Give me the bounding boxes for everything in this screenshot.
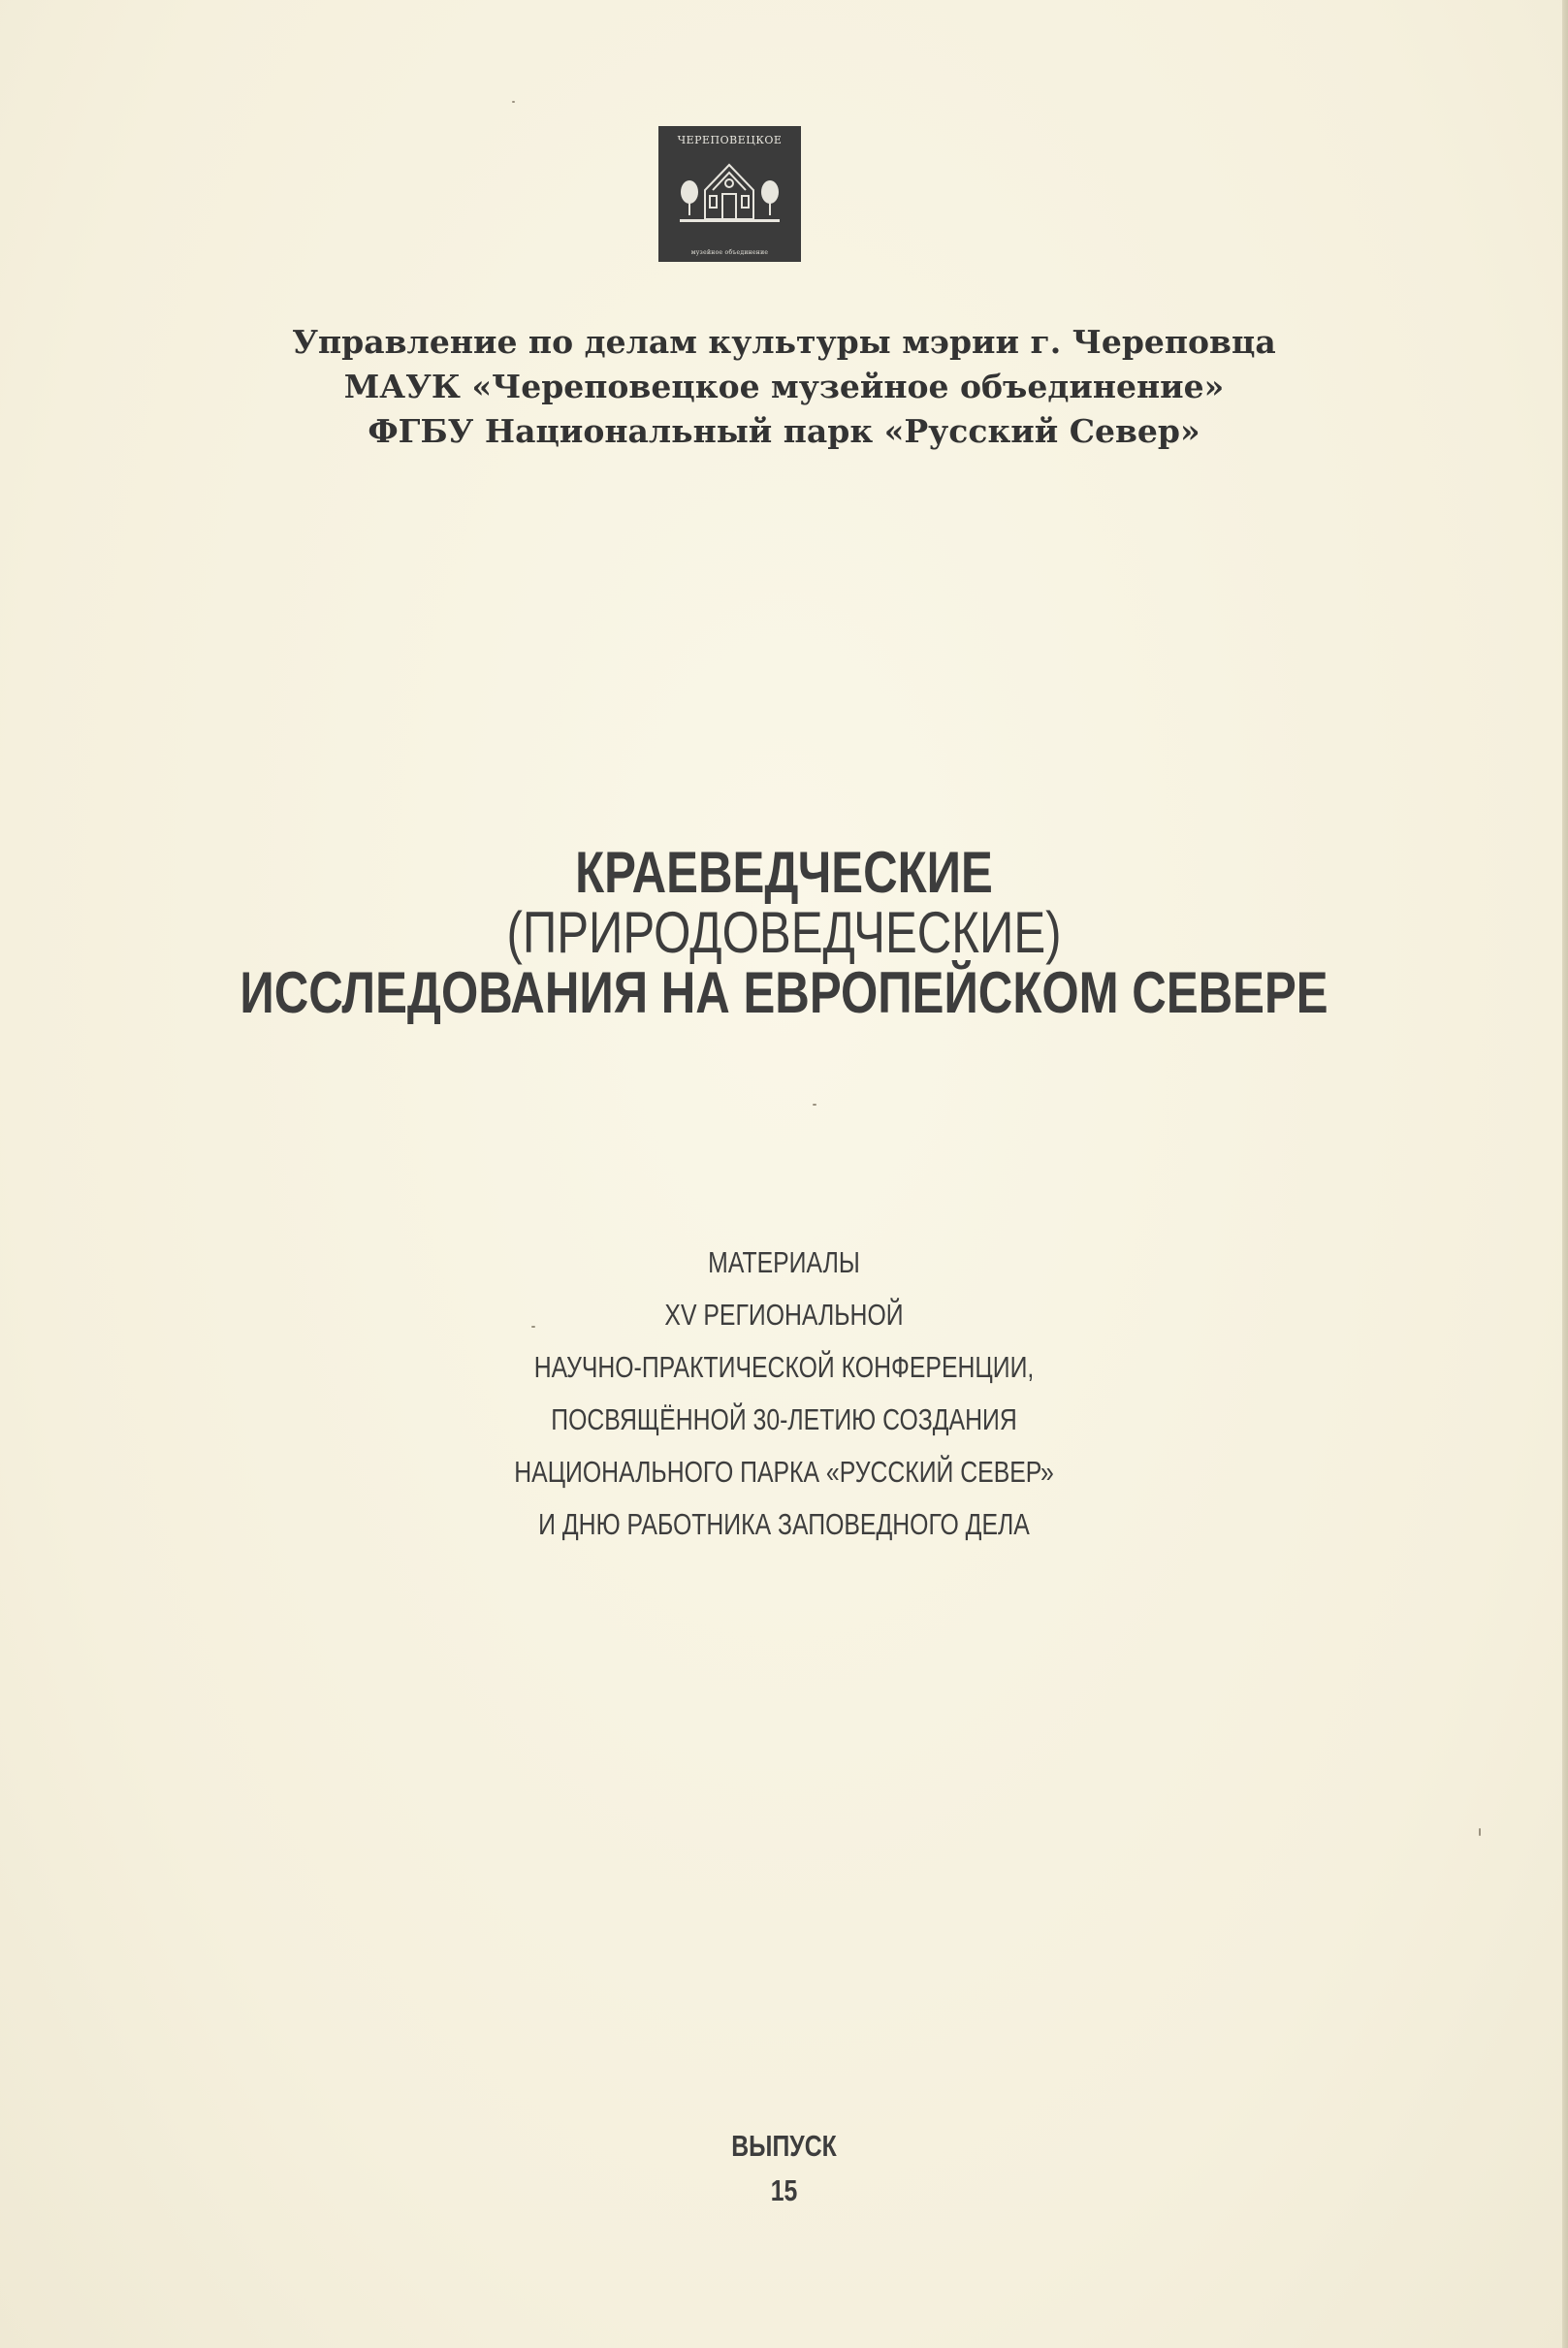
issue-block <box>0 2124 1568 2213</box>
paper-speck <box>813 1104 816 1106</box>
description-line: XV РЕГИОНАЛЬНОЙ <box>664 1298 904 1332</box>
museum-building-icon <box>676 151 784 239</box>
title-line-3: ИССЛЕДОВАНИЯ НА ЕВРОПЕЙСКОМ СЕВЕРЕ <box>240 960 1328 1025</box>
issue-number: 15 <box>770 2173 798 2207</box>
museum-logo <box>658 126 801 262</box>
conference-description <box>0 1237 1568 1551</box>
title-line-2: (ПРИРОДОВЕДЧЕСКИЕ) <box>506 900 1062 965</box>
paper-speck <box>512 101 515 103</box>
description-line: НАУЧНО-ПРАКТИЧЕСКОЙ КОНФЕРЕНЦИИ, <box>533 1350 1035 1384</box>
description-line: И ДНЮ РАБОТНИКА ЗАПОВЕДНОГО ДЕЛА <box>538 1507 1030 1541</box>
logo-top-text: ЧЕРЕПОВЕЦКОЕ <box>677 134 783 146</box>
title-line-1: КРАЕВЕДЧЕСКИЕ <box>575 840 993 905</box>
publisher-line: Управление по делам культуры мэрии г. Череповца <box>292 323 1276 361</box>
description-line: НАЦИОНАЛЬНОГО ПАРКА «РУССКИЙ СЕВЕР» <box>514 1455 1054 1489</box>
logo-bottom-text: музейное объединение <box>690 249 769 256</box>
publisher-line: ФГБУ Национальный парк «Русский Север» <box>368 412 1200 450</box>
issue-label: ВЫПУСК <box>731 2129 837 2163</box>
description-line: ПОСВЯЩЁННОЙ 30-ЛЕТИЮ СОЗДАНИЯ <box>551 1402 1017 1436</box>
book-title <box>0 840 1568 1025</box>
paper-speck <box>1479 1828 1481 1836</box>
publishers-block <box>0 320 1568 454</box>
publisher-line: МАУК «Череповецкое музейное объединение» <box>343 368 1225 405</box>
description-line: МАТЕРИАЛЫ <box>708 1245 860 1279</box>
